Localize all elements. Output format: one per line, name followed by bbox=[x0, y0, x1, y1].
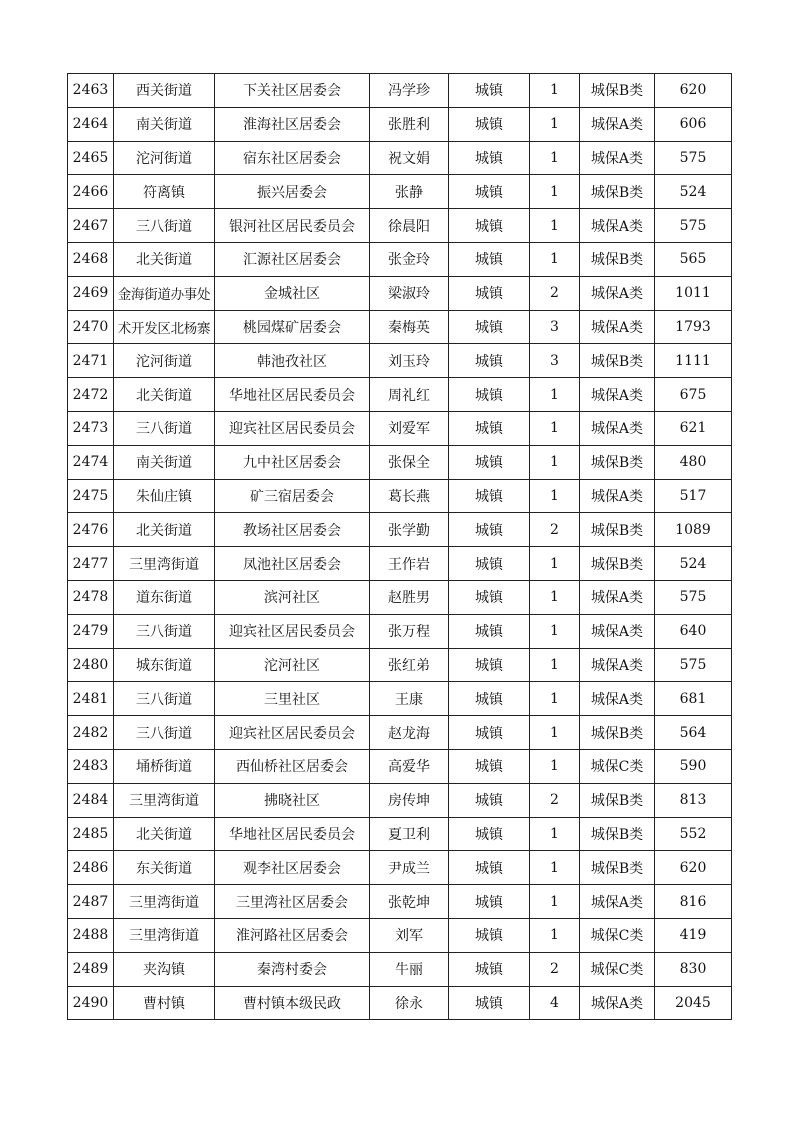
area-type-cell: 城镇 bbox=[449, 175, 530, 209]
amount-cell: 620 bbox=[655, 851, 732, 885]
community-cell: 教场社区居委会 bbox=[215, 513, 370, 547]
household-size-cell: 1 bbox=[530, 479, 580, 513]
street-office-cell: 符离镇 bbox=[114, 175, 215, 209]
insurance-category-cell: 城保A类 bbox=[580, 885, 655, 919]
area-type-cell: 城镇 bbox=[449, 783, 530, 817]
insurance-category-cell: 城保B类 bbox=[580, 851, 655, 885]
table-row bbox=[68, 74, 732, 108]
street-office-cell: 北关街道 bbox=[114, 378, 215, 412]
row-number-cell: 2467 bbox=[68, 209, 114, 243]
amount-cell: 524 bbox=[655, 547, 732, 581]
area-type-cell: 城镇 bbox=[449, 952, 530, 986]
community-cell: 金城社区 bbox=[215, 276, 370, 310]
recipient-name-cell: 冯学珍 bbox=[370, 74, 449, 108]
household-size-cell: 1 bbox=[530, 851, 580, 885]
recipient-name-cell: 尹成兰 bbox=[370, 851, 449, 885]
recipient-name-cell: 刘玉玲 bbox=[370, 344, 449, 378]
row-number-cell: 2483 bbox=[68, 749, 114, 783]
amount-cell: 1793 bbox=[655, 310, 732, 344]
area-type-cell: 城镇 bbox=[449, 614, 530, 648]
street-office-cell: 埇桥街道 bbox=[114, 749, 215, 783]
community-cell: 下关社区居委会 bbox=[215, 74, 370, 108]
household-size-cell: 3 bbox=[530, 344, 580, 378]
community-cell: 淮海社区居委会 bbox=[215, 107, 370, 141]
household-size-cell: 1 bbox=[530, 614, 580, 648]
amount-cell: 681 bbox=[655, 682, 732, 716]
street-office-cell: 三里湾街道 bbox=[114, 885, 215, 919]
community-cell: 三里社区 bbox=[215, 682, 370, 716]
recipient-name-cell: 周礼红 bbox=[370, 378, 449, 412]
insurance-category-cell: 城保B类 bbox=[580, 716, 655, 750]
household-size-cell: 1 bbox=[530, 682, 580, 716]
community-cell: 汇源社区居委会 bbox=[215, 242, 370, 276]
community-cell: 宿东社区居委会 bbox=[215, 141, 370, 175]
table-row bbox=[68, 276, 732, 310]
row-number-cell: 2486 bbox=[68, 851, 114, 885]
area-type-cell: 城镇 bbox=[449, 411, 530, 445]
street-office-cell: 三八街道 bbox=[114, 614, 215, 648]
table-row bbox=[68, 209, 732, 243]
amount-cell: 2045 bbox=[655, 986, 732, 1020]
row-number-cell: 2468 bbox=[68, 242, 114, 276]
table-row bbox=[68, 242, 732, 276]
recipient-name-cell: 张红弟 bbox=[370, 648, 449, 682]
street-office-cell: 术开发区北杨寨 bbox=[114, 310, 215, 344]
community-cell: 迎宾社区居民委员会 bbox=[215, 716, 370, 750]
row-number-cell: 2469 bbox=[68, 276, 114, 310]
insurance-category-cell: 城保C类 bbox=[580, 918, 655, 952]
household-size-cell: 1 bbox=[530, 648, 580, 682]
area-type-cell: 城镇 bbox=[449, 209, 530, 243]
table-row bbox=[68, 716, 732, 750]
relief-roster-table bbox=[67, 73, 732, 1020]
street-office-cell: 北关街道 bbox=[114, 513, 215, 547]
street-office-cell: 北关街道 bbox=[114, 817, 215, 851]
household-size-cell: 1 bbox=[530, 175, 580, 209]
street-office-cell: 沱河街道 bbox=[114, 344, 215, 378]
street-office-cell: 沱河街道 bbox=[114, 141, 215, 175]
amount-cell: 640 bbox=[655, 614, 732, 648]
table-row bbox=[68, 952, 732, 986]
table-row bbox=[68, 513, 732, 547]
household-size-cell: 2 bbox=[530, 513, 580, 547]
street-office-cell: 南关街道 bbox=[114, 445, 215, 479]
recipient-name-cell: 徐晨阳 bbox=[370, 209, 449, 243]
community-cell: 银河社区居民委员会 bbox=[215, 209, 370, 243]
table-body bbox=[68, 74, 732, 1020]
insurance-category-cell: 城保A类 bbox=[580, 411, 655, 445]
household-size-cell: 1 bbox=[530, 716, 580, 750]
recipient-name-cell: 张胜利 bbox=[370, 107, 449, 141]
table-row bbox=[68, 682, 732, 716]
recipient-name-cell: 祝文娟 bbox=[370, 141, 449, 175]
table-row bbox=[68, 851, 732, 885]
area-type-cell: 城镇 bbox=[449, 749, 530, 783]
area-type-cell: 城镇 bbox=[449, 242, 530, 276]
insurance-category-cell: 城保B类 bbox=[580, 175, 655, 209]
community-cell: 韩池孜社区 bbox=[215, 344, 370, 378]
community-cell: 观李社区居委会 bbox=[215, 851, 370, 885]
amount-cell: 565 bbox=[655, 242, 732, 276]
table-row bbox=[68, 479, 732, 513]
street-office-cell: 道东街道 bbox=[114, 580, 215, 614]
insurance-category-cell: 城保A类 bbox=[580, 310, 655, 344]
recipient-name-cell: 葛长燕 bbox=[370, 479, 449, 513]
street-office-cell: 三里湾街道 bbox=[114, 547, 215, 581]
insurance-category-cell: 城保A类 bbox=[580, 580, 655, 614]
row-number-cell: 2475 bbox=[68, 479, 114, 513]
street-office-cell: 三八街道 bbox=[114, 682, 215, 716]
household-size-cell: 1 bbox=[530, 885, 580, 919]
community-cell: 迎宾社区居民委员会 bbox=[215, 411, 370, 445]
table-row bbox=[68, 749, 732, 783]
insurance-category-cell: 城保C类 bbox=[580, 749, 655, 783]
amount-cell: 813 bbox=[655, 783, 732, 817]
community-cell: 拂晓社区 bbox=[215, 783, 370, 817]
recipient-name-cell: 张乾坤 bbox=[370, 885, 449, 919]
amount-cell: 564 bbox=[655, 716, 732, 750]
insurance-category-cell: 城保A类 bbox=[580, 682, 655, 716]
street-office-cell: 西关街道 bbox=[114, 74, 215, 108]
insurance-category-cell: 城保B类 bbox=[580, 242, 655, 276]
recipient-name-cell: 徐永 bbox=[370, 986, 449, 1020]
insurance-category-cell: 城保B类 bbox=[580, 783, 655, 817]
amount-cell: 620 bbox=[655, 74, 732, 108]
table-row bbox=[68, 817, 732, 851]
amount-cell: 575 bbox=[655, 141, 732, 175]
row-number-cell: 2473 bbox=[68, 411, 114, 445]
row-number-cell: 2490 bbox=[68, 986, 114, 1020]
household-size-cell: 1 bbox=[530, 107, 580, 141]
table-row bbox=[68, 175, 732, 209]
row-number-cell: 2465 bbox=[68, 141, 114, 175]
table-row bbox=[68, 344, 732, 378]
area-type-cell: 城镇 bbox=[449, 344, 530, 378]
area-type-cell: 城镇 bbox=[449, 141, 530, 175]
amount-cell: 606 bbox=[655, 107, 732, 141]
recipient-name-cell: 梁淑玲 bbox=[370, 276, 449, 310]
table-row bbox=[68, 648, 732, 682]
row-number-cell: 2474 bbox=[68, 445, 114, 479]
household-size-cell: 1 bbox=[530, 378, 580, 412]
recipient-name-cell: 王作岩 bbox=[370, 547, 449, 581]
insurance-category-cell: 城保A类 bbox=[580, 986, 655, 1020]
area-type-cell: 城镇 bbox=[449, 682, 530, 716]
area-type-cell: 城镇 bbox=[449, 74, 530, 108]
area-type-cell: 城镇 bbox=[449, 986, 530, 1020]
row-number-cell: 2480 bbox=[68, 648, 114, 682]
community-cell: 凤池社区居委会 bbox=[215, 547, 370, 581]
insurance-category-cell: 城保A类 bbox=[580, 107, 655, 141]
household-size-cell: 1 bbox=[530, 817, 580, 851]
insurance-category-cell: 城保A类 bbox=[580, 209, 655, 243]
amount-cell: 575 bbox=[655, 580, 732, 614]
recipient-name-cell: 张学勤 bbox=[370, 513, 449, 547]
recipient-name-cell: 夏卫利 bbox=[370, 817, 449, 851]
insurance-category-cell: 城保A类 bbox=[580, 648, 655, 682]
street-office-cell: 三八街道 bbox=[114, 411, 215, 445]
table-row bbox=[68, 614, 732, 648]
area-type-cell: 城镇 bbox=[449, 310, 530, 344]
street-office-cell: 东关街道 bbox=[114, 851, 215, 885]
amount-cell: 524 bbox=[655, 175, 732, 209]
insurance-category-cell: 城保A类 bbox=[580, 141, 655, 175]
table-row bbox=[68, 918, 732, 952]
table-row bbox=[68, 547, 732, 581]
amount-cell: 675 bbox=[655, 378, 732, 412]
street-office-cell: 城东街道 bbox=[114, 648, 215, 682]
street-office-cell: 三八街道 bbox=[114, 209, 215, 243]
area-type-cell: 城镇 bbox=[449, 107, 530, 141]
amount-cell: 1111 bbox=[655, 344, 732, 378]
community-cell: 九中社区居委会 bbox=[215, 445, 370, 479]
insurance-category-cell: 城保B类 bbox=[580, 344, 655, 378]
row-number-cell: 2482 bbox=[68, 716, 114, 750]
street-office-cell: 南关街道 bbox=[114, 107, 215, 141]
recipient-name-cell: 刘军 bbox=[370, 918, 449, 952]
row-number-cell: 2470 bbox=[68, 310, 114, 344]
area-type-cell: 城镇 bbox=[449, 716, 530, 750]
row-number-cell: 2471 bbox=[68, 344, 114, 378]
community-cell: 秦湾村委会 bbox=[215, 952, 370, 986]
row-number-cell: 2466 bbox=[68, 175, 114, 209]
table-row bbox=[68, 580, 732, 614]
household-size-cell: 1 bbox=[530, 445, 580, 479]
row-number-cell: 2477 bbox=[68, 547, 114, 581]
community-cell: 滨河社区 bbox=[215, 580, 370, 614]
area-type-cell: 城镇 bbox=[449, 445, 530, 479]
amount-cell: 1089 bbox=[655, 513, 732, 547]
community-cell: 迎宾社区居民委员会 bbox=[215, 614, 370, 648]
amount-cell: 575 bbox=[655, 648, 732, 682]
amount-cell: 816 bbox=[655, 885, 732, 919]
table-row bbox=[68, 378, 732, 412]
row-number-cell: 2479 bbox=[68, 614, 114, 648]
table-row bbox=[68, 141, 732, 175]
insurance-category-cell: 城保A类 bbox=[580, 276, 655, 310]
table-row bbox=[68, 411, 732, 445]
area-type-cell: 城镇 bbox=[449, 817, 530, 851]
household-size-cell: 1 bbox=[530, 411, 580, 445]
recipient-name-cell: 赵胜男 bbox=[370, 580, 449, 614]
recipient-name-cell: 秦梅英 bbox=[370, 310, 449, 344]
area-type-cell: 城镇 bbox=[449, 513, 530, 547]
area-type-cell: 城镇 bbox=[449, 276, 530, 310]
community-cell: 华地社区居民委员会 bbox=[215, 378, 370, 412]
insurance-category-cell: 城保B类 bbox=[580, 817, 655, 851]
community-cell: 三里湾社区居委会 bbox=[215, 885, 370, 919]
area-type-cell: 城镇 bbox=[449, 547, 530, 581]
insurance-category-cell: 城保A类 bbox=[580, 378, 655, 412]
row-number-cell: 2464 bbox=[68, 107, 114, 141]
row-number-cell: 2481 bbox=[68, 682, 114, 716]
amount-cell: 1011 bbox=[655, 276, 732, 310]
area-type-cell: 城镇 bbox=[449, 378, 530, 412]
household-size-cell: 2 bbox=[530, 952, 580, 986]
insurance-category-cell: 城保B类 bbox=[580, 445, 655, 479]
table-row bbox=[68, 310, 732, 344]
row-number-cell: 2489 bbox=[68, 952, 114, 986]
row-number-cell: 2487 bbox=[68, 885, 114, 919]
household-size-cell: 1 bbox=[530, 74, 580, 108]
community-cell: 曹村镇本级民政 bbox=[215, 986, 370, 1020]
street-office-cell: 朱仙庄镇 bbox=[114, 479, 215, 513]
row-number-cell: 2485 bbox=[68, 817, 114, 851]
recipient-name-cell: 王康 bbox=[370, 682, 449, 716]
household-size-cell: 4 bbox=[530, 986, 580, 1020]
insurance-category-cell: 城保B类 bbox=[580, 547, 655, 581]
street-office-cell: 三八街道 bbox=[114, 716, 215, 750]
table-row bbox=[68, 986, 732, 1020]
insurance-category-cell: 城保C类 bbox=[580, 952, 655, 986]
amount-cell: 830 bbox=[655, 952, 732, 986]
community-cell: 矿三宿居委会 bbox=[215, 479, 370, 513]
insurance-category-cell: 城保A类 bbox=[580, 479, 655, 513]
amount-cell: 552 bbox=[655, 817, 732, 851]
community-cell: 淮河路社区居委会 bbox=[215, 918, 370, 952]
table-row bbox=[68, 445, 732, 479]
row-number-cell: 2488 bbox=[68, 918, 114, 952]
row-number-cell: 2463 bbox=[68, 74, 114, 108]
recipient-name-cell: 张万程 bbox=[370, 614, 449, 648]
household-size-cell: 1 bbox=[530, 547, 580, 581]
household-size-cell: 3 bbox=[530, 310, 580, 344]
row-number-cell: 2472 bbox=[68, 378, 114, 412]
household-size-cell: 1 bbox=[530, 580, 580, 614]
recipient-name-cell: 张金玲 bbox=[370, 242, 449, 276]
household-size-cell: 1 bbox=[530, 141, 580, 175]
street-office-cell: 北关街道 bbox=[114, 242, 215, 276]
community-cell: 西仙桥社区居委会 bbox=[215, 749, 370, 783]
household-size-cell: 1 bbox=[530, 749, 580, 783]
recipient-name-cell: 刘爱军 bbox=[370, 411, 449, 445]
household-size-cell: 2 bbox=[530, 783, 580, 817]
street-office-cell: 金海街道办事处 bbox=[114, 276, 215, 310]
area-type-cell: 城镇 bbox=[449, 479, 530, 513]
recipient-name-cell: 高爱华 bbox=[370, 749, 449, 783]
community-cell: 沱河社区 bbox=[215, 648, 370, 682]
amount-cell: 517 bbox=[655, 479, 732, 513]
recipient-name-cell: 赵龙海 bbox=[370, 716, 449, 750]
amount-cell: 419 bbox=[655, 918, 732, 952]
community-cell: 华地社区居民委员会 bbox=[215, 817, 370, 851]
insurance-category-cell: 城保A类 bbox=[580, 614, 655, 648]
recipient-name-cell: 牛丽 bbox=[370, 952, 449, 986]
street-office-cell: 三里湾街道 bbox=[114, 783, 215, 817]
street-office-cell: 曹村镇 bbox=[114, 986, 215, 1020]
household-size-cell: 1 bbox=[530, 918, 580, 952]
community-cell: 振兴居委会 bbox=[215, 175, 370, 209]
recipient-name-cell: 房传坤 bbox=[370, 783, 449, 817]
household-size-cell: 1 bbox=[530, 209, 580, 243]
recipient-name-cell: 张静 bbox=[370, 175, 449, 209]
row-number-cell: 2478 bbox=[68, 580, 114, 614]
area-type-cell: 城镇 bbox=[449, 918, 530, 952]
amount-cell: 590 bbox=[655, 749, 732, 783]
row-number-cell: 2476 bbox=[68, 513, 114, 547]
area-type-cell: 城镇 bbox=[449, 851, 530, 885]
row-number-cell: 2484 bbox=[68, 783, 114, 817]
area-type-cell: 城镇 bbox=[449, 885, 530, 919]
street-office-cell: 三里湾街道 bbox=[114, 918, 215, 952]
household-size-cell: 1 bbox=[530, 242, 580, 276]
area-type-cell: 城镇 bbox=[449, 580, 530, 614]
amount-cell: 575 bbox=[655, 209, 732, 243]
household-size-cell: 2 bbox=[530, 276, 580, 310]
amount-cell: 480 bbox=[655, 445, 732, 479]
street-office-cell: 夹沟镇 bbox=[114, 952, 215, 986]
insurance-category-cell: 城保B类 bbox=[580, 74, 655, 108]
recipient-name-cell: 张保全 bbox=[370, 445, 449, 479]
table-row bbox=[68, 885, 732, 919]
amount-cell: 621 bbox=[655, 411, 732, 445]
table-row bbox=[68, 107, 732, 141]
table-row bbox=[68, 783, 732, 817]
area-type-cell: 城镇 bbox=[449, 648, 530, 682]
community-cell: 桃园煤矿居委会 bbox=[215, 310, 370, 344]
insurance-category-cell: 城保B类 bbox=[580, 513, 655, 547]
